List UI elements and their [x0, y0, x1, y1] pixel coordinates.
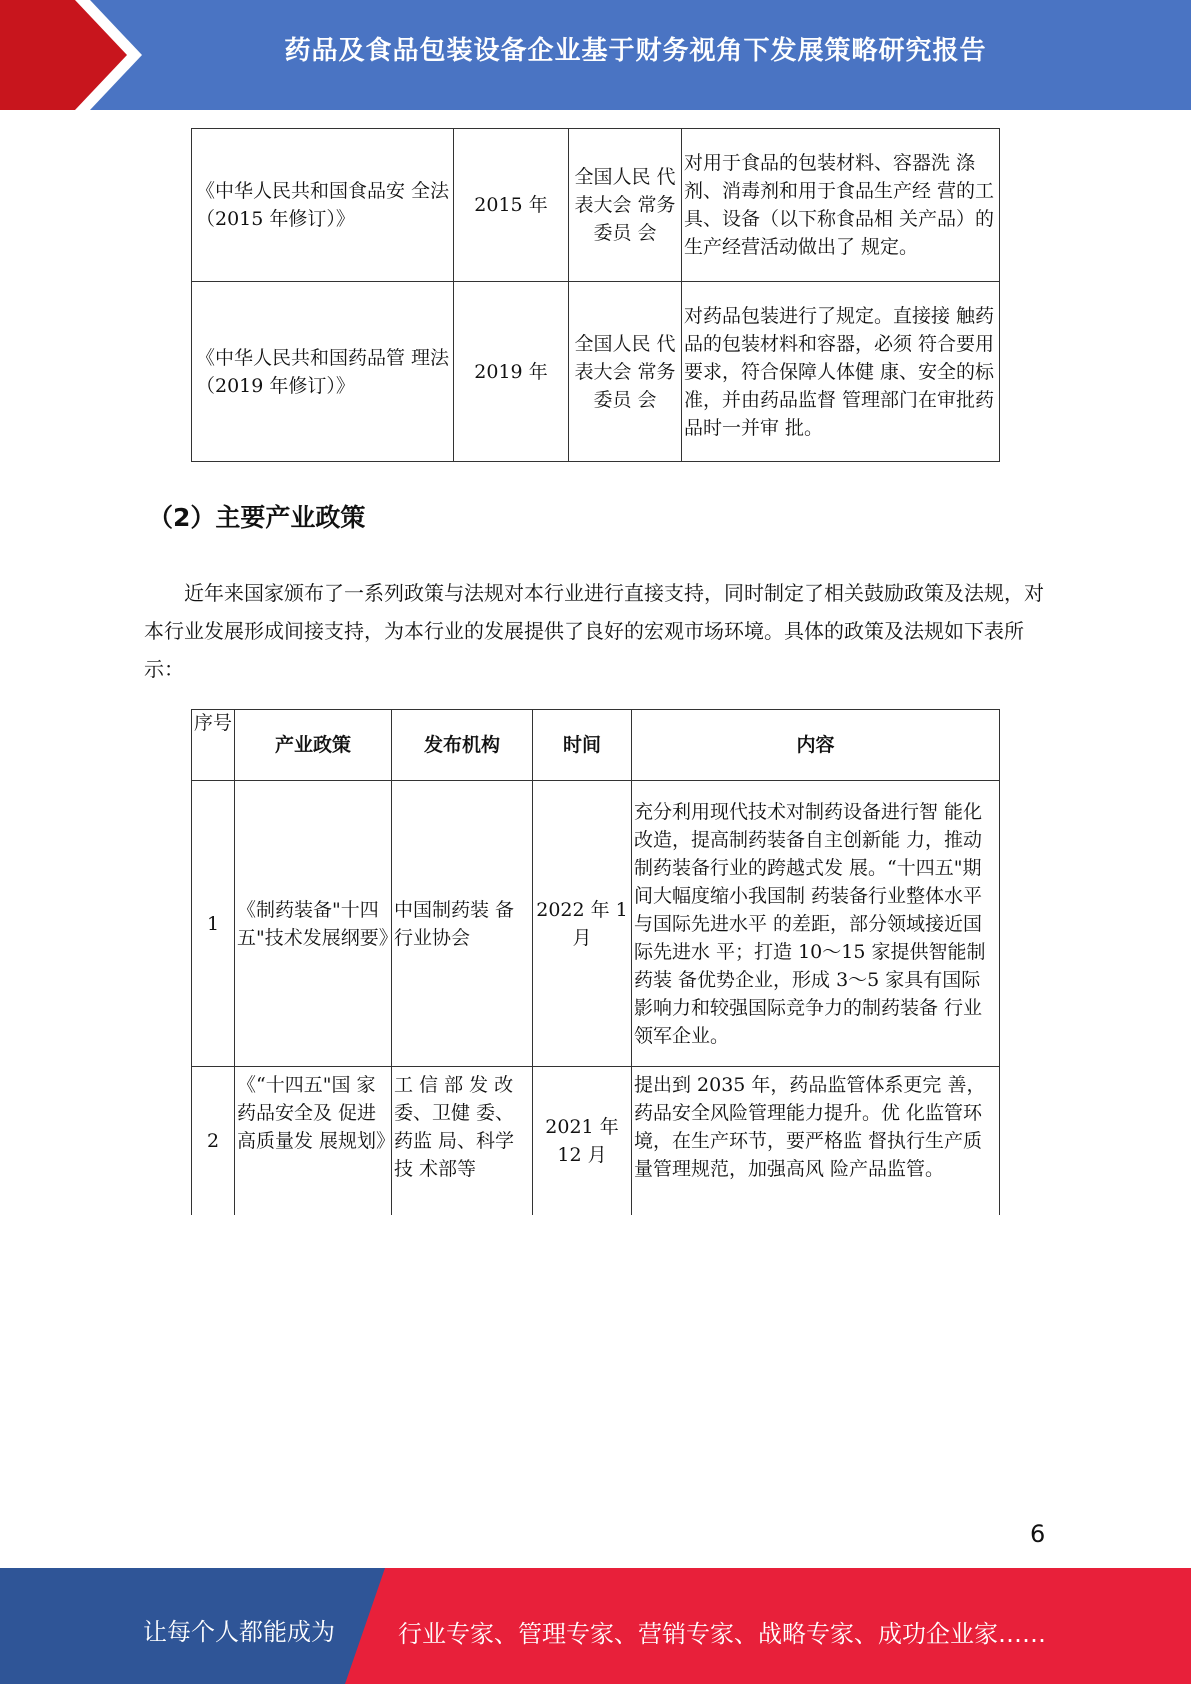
header-content: 内容 — [632, 710, 1000, 781]
header-no: 序号 — [192, 710, 235, 781]
table-header-row — [192, 710, 1000, 781]
policy-time: 2022 年 1 月 — [533, 781, 632, 1067]
table-row — [192, 282, 1000, 462]
table-row — [192, 781, 1000, 1067]
page-header — [0, 0, 1191, 110]
policy-content: 提出到 2035 年，药品监管体系更完 善，药品安全风险管理能力提升。优 化监管环境，在生产环节，要严格监 督执行生产质量管理规范，加强高风 险产品监管。 — [632, 1067, 1000, 1215]
header-policy: 产业政策 — [235, 710, 392, 781]
page-number: 6 — [1030, 1520, 1046, 1548]
policy-org: 中国制药装 备行业协会 — [392, 781, 533, 1067]
header-arrow-decoration — [0, 0, 150, 110]
law-content: 对药品包装进行了规定。直接接 触药品的包装材料和容器，必须 符合要用要求，符合保障人体健 康、安全的标准，并由药品监督 管理部门在审批药品时一并审 批。 — [682, 282, 1000, 462]
footer-slogan-left: 让每个人都能成为 — [143, 1618, 335, 1646]
policy-no: 2 — [192, 1067, 235, 1215]
policy-time: 2021 年 12 月 — [533, 1067, 632, 1215]
policy-org: 工 信 部 发 改委、卫健 委、药监 局、科学技 术部等 — [392, 1067, 533, 1215]
section-paragraph: 近年来国家颁布了一系列政策与法规对本行业进行直接支持，同时制定了相关鼓励政策及法规，对本行业发展形成间接支持，为本行业的发展提供了良好的宏观市场环境。具体的政策及法规如下表所示： — [144, 581, 1044, 681]
footer-slogan-right: 行业专家、管理专家、营销专家、战略专家、成功企业家…… — [398, 1620, 1046, 1648]
law-org: 全国人民 代表大会 常务委员 会 — [569, 282, 682, 462]
law-year: 2015 年 — [454, 129, 569, 282]
header-time: 时间 — [533, 710, 632, 781]
law-name: 《中华人民共和国药品管 理法（2019 年修订）》 — [192, 282, 454, 462]
policy-table — [191, 709, 1000, 1215]
law-table — [191, 128, 1000, 462]
law-org: 全国人民 代表大会 常务委员 会 — [569, 129, 682, 282]
policy-name: 《制药装备"十四五"技术发展纲要》 — [235, 781, 392, 1067]
table-row — [192, 129, 1000, 282]
report-title: 药品及食品包装设备企业基于财务视角下发展策略研究报告 — [284, 36, 987, 66]
policy-content: 充分利用现代技术对制药设备进行智 能化改造，提高制药装备自主创新能 力，推动制药装备行业的跨越式发 展。“十四五"期间大幅度缩小我国制 药装备行业整体水平与国际先进水平 的差距，部分领域接近国际先进水 平；打造 10〜15 家提供智能制药装 备优势企业，形成 3〜5 家具有国际 影响力和较强国际竞争力的制药装备 行业领军企业。 — [632, 781, 1000, 1067]
policy-no: 1 — [192, 781, 235, 1067]
section-title: （2）主要产业政策 — [148, 503, 366, 532]
law-name: 《中华人民共和国食品安 全法（2015 年修订）》 — [192, 129, 454, 282]
header-org: 发布机构 — [392, 710, 533, 781]
policy-name: 《“十四五"国 家药品安全及 促进高质量发 展规划》 — [235, 1067, 392, 1215]
law-content: 对用于食品的包装材料、容器洗 涤剂、消毒剂和用于食品生产经 营的工具、设备（以下称食品相 关产品）的生产经营活动做出了 规定。 — [682, 129, 1000, 282]
law-year: 2019 年 — [454, 282, 569, 462]
table-row — [192, 1067, 1000, 1215]
